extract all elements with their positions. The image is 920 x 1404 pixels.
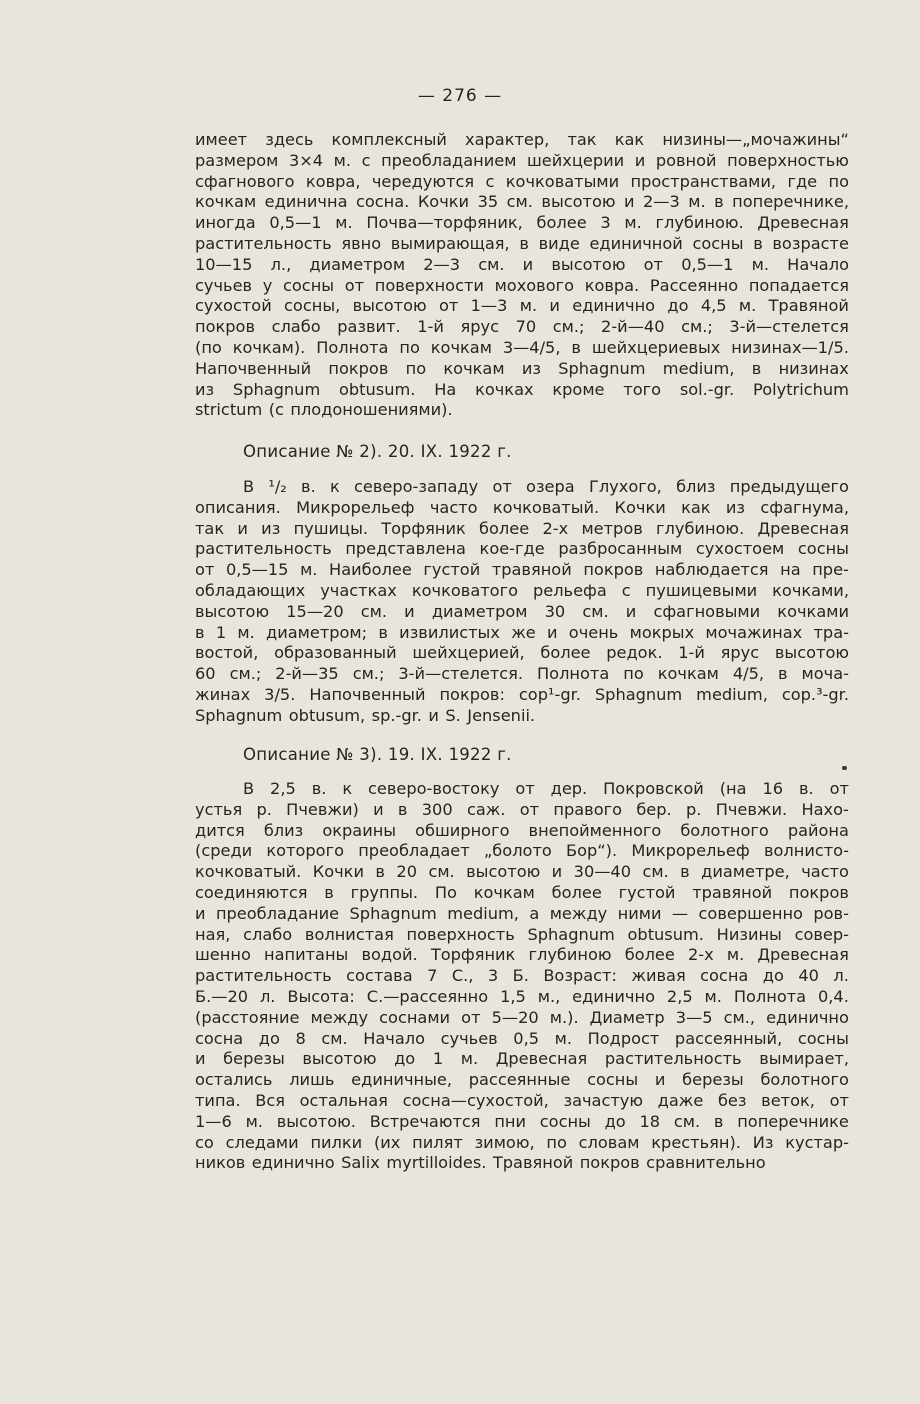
text-line: растительность представлена кое-где разбросанным сухостоем сосны [195, 539, 849, 559]
paragraph [195, 130, 849, 421]
text-line: Напочвенный покров по кочкам из Sphagnum medium, в низинах [195, 358, 849, 378]
text-line: имеет здесь комплексный характер, так как низины—„мочажины“ [195, 130, 849, 149]
text-line: описания. Микрорельеф часто кочковатый. Кочки как из сфагнума, [195, 497, 849, 517]
text-line: сучьев у сосны от поверхности мохового ковра. Рассеянно попадается [195, 275, 849, 295]
text-line: типа. Вся остальная сосна—сухостой, зачастую даже без веток, от [195, 1090, 849, 1110]
text-line: и березы высотою до 1 м. Древесная растительность вымирает, [195, 1049, 849, 1069]
text-line: В 2,5 в. к северо-востоку от дер. Покровской (на 16 в. от [243, 779, 849, 798]
text-line: кочковатый. Кочки в 20 см. высотою и 30—40 см. в диаметре, часто [195, 862, 849, 882]
text-line: остались лишь единичные, рассеянные сосны и березы болотного [195, 1070, 849, 1090]
text-line: Sphagnum obtusum, sp.-gr. и S. Jensenii. [195, 705, 536, 725]
text-line: дится близ окраины обширного внепойменного болотного района [195, 820, 849, 840]
text-line: strictum (с плодоношениями). [195, 400, 453, 420]
text-line: сосна до 8 см. Начало сучьев 0,5 м. Подрост рассеянный, сосны [195, 1028, 849, 1048]
text-line: жинах 3/5. Напочвенный покров: cop¹-gr. Sphagnum medium, cop.³-gr. [195, 684, 849, 704]
text-line: так и из пушицы. Торфяник более 2-х метров глубиною. Древесная [195, 518, 849, 538]
text-line: сфагнового ковра, чередуются с кочковатыми пространствами, где по [195, 171, 849, 191]
text-line: устья р. Пчевжи) и в 300 саж. от правого бер. р. Пчевжи. Нахо- [195, 799, 849, 819]
text-line: растительность состава 7 С., 3 Б. Возраст: живая сосна до 40 л. [195, 966, 849, 986]
text-line: покров слабо развит. 1-й ярус 70 см.; 2-й—40 см.; 3-й—стелется [195, 317, 849, 337]
text-line: (по кочкам). Полнота по кочкам 3—4/5, в шейхцериевых низинах—1/5. [195, 337, 849, 357]
text-line: и преобладание Sphagnum medium, а между ними — совершенно ров- [195, 903, 849, 923]
text-line: из Sphagnum obtusum. На кочках кроме того sol.-gr. Polytrichum [195, 379, 849, 399]
text-line: высотою 15—20 см. и диаметром 30 см. и сфагновыми кочками [195, 601, 849, 621]
text-line: востой, образованный шейхцерией, более редок. 1-й ярус высотою [195, 643, 849, 663]
text-line: иногда 0,5—1 м. Почва—торфяник, более 3 м. глубиною. Древесная [195, 213, 849, 233]
text-line: шенно напитаны водой. Торфяник глубиною более 2-х м. Древесная [195, 945, 849, 965]
text-line: 10—15 л., диаметром 2—3 см. и высотою от 0,5—1 м. Начало [195, 254, 849, 274]
text-line: В ¹/₂ в. к северо-западу от озера Глухого, близ предыдущего [243, 477, 849, 496]
text-line: соединяются в группы. По кочкам более густой травяной покров [195, 882, 849, 902]
text-line: (среди которого преобладает „болото Бор“). Микрорельеф волнисто- [195, 841, 849, 861]
text-line: сухостой сосны, высотою от 1—3 м. и единично до 4,5 м. Травяной [195, 296, 849, 316]
paragraph [195, 779, 849, 1174]
section-heading: Описание № 3). 19. IX. 1922 г. [243, 745, 512, 764]
text-line: обладающих участках кочковатого рельефа с пушицевыми кочками, [195, 580, 849, 600]
text-line: кочкам единична сосна. Кочки 35 см. высотою и 2—3 м. в поперечнике, [195, 192, 849, 212]
ink-speck [842, 766, 847, 770]
text-line: со следами пилки (их пилят зимою, по словам крестьян). Из кустар- [195, 1132, 849, 1152]
text-line: растительность явно вымирающая, в виде единичной сосны в возрасте [195, 233, 849, 253]
text-line: (расстояние между соснами от 5—20 м.). Диаметр 3—5 см., единично [195, 1007, 849, 1027]
text-line: от 0,5—15 м. Наиболее густой травяной покров наблюдается на пре- [195, 560, 849, 580]
section-heading: Описание № 2). 20. IX. 1922 г. [243, 442, 512, 461]
text-line: ная, слабо волнистая поверхность Sphagnum obtusum. Низины совер- [195, 924, 849, 944]
page-number: — 276 — [417, 86, 503, 106]
text-line: 1—6 м. высотою. Встречаются пни сосны до 18 см. в поперечнике [195, 1111, 849, 1131]
text-line: в 1 м. диаметром; в извилистых же и очень мокрых мочажинах тра- [195, 622, 849, 642]
text-line: 60 см.; 2-й—35 см.; 3-й—стелется. Полнота по кочкам 4/5, в моча- [195, 664, 849, 684]
paragraph [195, 477, 849, 727]
text-line: ников единично Salix myrtilloides. Травяной покров сравнительно [195, 1153, 766, 1173]
text-line: Б.—20 л. Высота: С.—рассеянно 1,5 м., единично 2,5 м. Полнота 0,4. [195, 986, 849, 1006]
text-line: размером 3×4 м. с преобладанием шейхцерии и ровной поверхностью [195, 150, 849, 170]
